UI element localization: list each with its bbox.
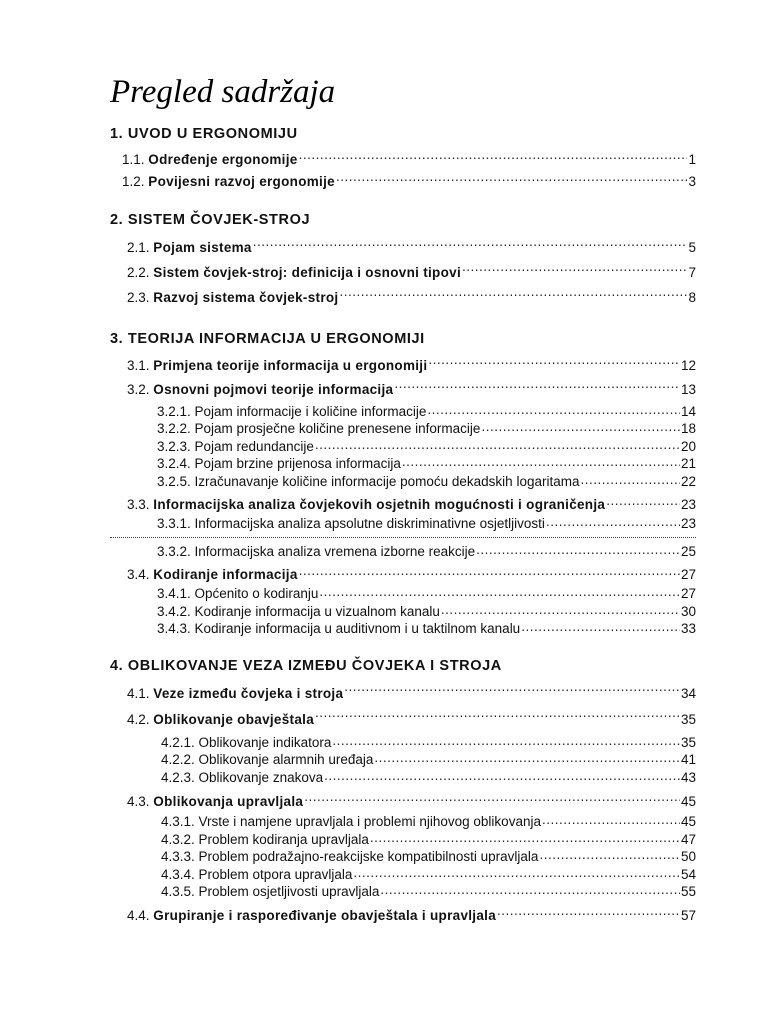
entry-number: 2.2. xyxy=(127,265,150,280)
entry-title: Povijesni razvoj ergonomije xyxy=(148,174,335,189)
dot-leader xyxy=(606,495,680,509)
entry-title: Pojam sistema xyxy=(153,240,252,255)
page-number: 45 xyxy=(680,793,696,809)
subentry-title: 3.4.1. Općenito o kodiranju xyxy=(157,586,319,601)
toc-subentry[interactable] xyxy=(110,455,696,473)
page-number: 14 xyxy=(680,403,696,419)
page-number: 27 xyxy=(680,586,696,601)
page-number: 54 xyxy=(680,866,696,882)
page-number: 30 xyxy=(680,603,696,619)
subentry-title: 4.3.5. Problem osjetljivosti upravljala xyxy=(161,884,380,899)
toc-subentry[interactable] xyxy=(110,585,696,603)
toc-subentry[interactable] xyxy=(110,472,696,490)
entry-number: 3.4. xyxy=(127,566,150,582)
entry-title: Osnovni pojmovi teorije informacija xyxy=(153,382,394,397)
dot-leader xyxy=(319,585,680,599)
dot-leader xyxy=(427,402,680,416)
entry-number: 1.2. xyxy=(122,174,145,189)
page-number: 8 xyxy=(688,290,696,305)
dot-leader xyxy=(374,751,680,765)
entry-number: 4.2. xyxy=(127,712,150,727)
page-number: 43 xyxy=(680,769,696,785)
dot-leader xyxy=(353,865,680,879)
subentry-title: 3.2.5. Izračunavanje količine informacije pomoću dekadskih logaritama xyxy=(157,473,580,489)
dot-leader xyxy=(315,711,680,725)
dot-leader xyxy=(481,420,680,434)
subentry-title: 4.3.3. Problem podražajno-reakcijske kompatibilnosti upravljala xyxy=(161,849,539,864)
subentry-title: 3.4.2. Kodiranje informacija u vizualnom kanalu xyxy=(157,603,440,619)
page-number: 21 xyxy=(680,456,696,471)
toc-entry[interactable] xyxy=(110,565,696,585)
page-number: 3 xyxy=(688,174,696,189)
page-title: Pregled sadržaja xyxy=(110,74,336,110)
subentry-title: 4.3.1. Vrste i namjene upravljala i problemi njihovog oblikovanja xyxy=(161,814,541,829)
chapter-heading: 3. TEORIJA INFORMACIJA U ERGONOMIJI xyxy=(110,331,425,347)
page-break-divider xyxy=(110,537,696,538)
subentry-title: 4.3.2. Problem kodiranja upravljala xyxy=(161,831,369,847)
page-number: 35 xyxy=(680,734,696,750)
entry-title: Sistem čovjek-stroj: definicija i osnovni tipovi xyxy=(153,265,462,280)
dot-leader xyxy=(336,173,688,187)
dot-leader xyxy=(497,907,680,921)
toc-subentry[interactable] xyxy=(110,883,696,901)
entry-number: 3.2. xyxy=(127,382,150,397)
toc-subentry[interactable] xyxy=(110,865,696,883)
toc-subentry[interactable] xyxy=(110,830,696,848)
toc-subentry[interactable] xyxy=(110,602,696,620)
dot-leader xyxy=(299,565,680,579)
page-number: 20 xyxy=(680,438,696,454)
toc-entry[interactable] xyxy=(110,354,696,378)
entry-title: Grupiranje i raspoređivanje obavještala i upravljala xyxy=(153,908,497,923)
subentry-title: 4.2.3. Oblikovanje znakova xyxy=(161,769,324,785)
chapter-1-entries xyxy=(110,149,696,193)
dot-leader xyxy=(441,602,680,616)
page-number: 25 xyxy=(680,543,696,559)
entry-number: 3.3. xyxy=(127,496,150,512)
page-number: 18 xyxy=(680,421,696,436)
entry-number: 1.1. xyxy=(122,152,145,167)
page-number: 7 xyxy=(688,265,696,280)
entry-number: 2.1. xyxy=(127,240,150,255)
page-number: 34 xyxy=(680,686,696,701)
chapter-heading: 1. UVOD U ERGONOMIJU xyxy=(110,126,298,142)
entry-title: Kodiranje informacija xyxy=(153,566,298,582)
page-number: 47 xyxy=(680,831,696,847)
page-number: 50 xyxy=(680,849,696,864)
toc-body xyxy=(110,124,696,927)
chapter-3-entries xyxy=(110,354,696,637)
page-number: 41 xyxy=(680,752,696,767)
page-number: 1 xyxy=(688,152,696,167)
subentry-title: 4.2.2. Oblikovanje alarmnih uređaja xyxy=(161,752,374,767)
dot-leader xyxy=(253,239,688,253)
entry-title: Oblikovanje obavještala xyxy=(153,712,315,727)
subentry-title: 3.2.4. Pojam brzine prijenosa informacija xyxy=(157,456,401,471)
subentry-title: 3.4.3. Kodiranje informacija u auditivnom i u taktilnom kanalu xyxy=(157,621,521,636)
dot-leader xyxy=(332,733,680,747)
subentry-title: 3.2.1. Pojam informacije i količine informacije xyxy=(157,403,427,419)
table-of-contents xyxy=(110,72,696,927)
toc-subentry[interactable] xyxy=(110,620,696,638)
subentry-title: 4.2.1. Oblikovanje indikatora xyxy=(161,734,332,750)
page-number: 33 xyxy=(680,621,696,636)
entry-number: 2.3. xyxy=(127,290,150,305)
toc-subentry[interactable] xyxy=(110,542,696,560)
dot-leader xyxy=(299,151,688,165)
page-number: 57 xyxy=(680,908,696,923)
subentry-title: 3.3.1. Informacijska analiza apsolutne diskriminativne osjetljivosti xyxy=(157,516,545,531)
dot-leader xyxy=(402,455,680,469)
subentry-title: 3.2.3. Pojam redundancije xyxy=(157,438,314,454)
dot-leader xyxy=(546,515,680,529)
entry-title: Veze između čovjeka i stroja xyxy=(153,686,344,701)
page-number: 12 xyxy=(680,358,696,373)
page-number: 23 xyxy=(680,496,696,512)
dot-leader xyxy=(521,620,680,634)
toc-subentry[interactable] xyxy=(110,515,696,533)
toc-entry[interactable] xyxy=(122,149,696,171)
dot-leader xyxy=(370,830,680,844)
toc-entry[interactable] xyxy=(110,378,696,402)
entry-title: Oblikovanja upravljala xyxy=(153,793,304,809)
toc-entry[interactable] xyxy=(110,707,696,733)
entry-number: 3.1. xyxy=(127,358,150,373)
entry-number: 4.3. xyxy=(127,793,150,809)
chapter-2-entries xyxy=(110,235,696,310)
dot-leader xyxy=(476,542,680,556)
entry-title: Primjena teorije informacija u ergonomiji xyxy=(153,358,428,373)
chapter-heading: 4. OBLIKOVANJE VEZA IZMEĐU ČOVJEKA I STROJA xyxy=(110,658,502,674)
entry-title: Informacijska analiza čovjekovih osjetnih mogućnosti i ograničenja xyxy=(153,496,606,512)
dot-leader xyxy=(580,472,679,486)
page-number: 13 xyxy=(680,382,696,397)
page-number: 5 xyxy=(688,240,696,255)
toc-subentry[interactable] xyxy=(110,768,696,786)
toc-subentry[interactable] xyxy=(110,848,696,866)
toc-entry[interactable] xyxy=(122,171,696,193)
page-number: 35 xyxy=(680,712,696,727)
toc-entry[interactable] xyxy=(127,235,696,260)
toc-entry[interactable] xyxy=(110,681,696,707)
page-number: 22 xyxy=(680,473,696,489)
dot-leader xyxy=(324,768,680,782)
toc-subentry[interactable] xyxy=(110,813,696,831)
page-number: 23 xyxy=(680,516,696,531)
page-number: 27 xyxy=(680,566,696,582)
dot-leader xyxy=(394,381,680,395)
entry-number: 4.1. xyxy=(127,686,150,701)
toc-subentry[interactable] xyxy=(110,437,696,455)
dot-leader xyxy=(428,357,680,371)
dot-leader xyxy=(304,792,680,806)
chapter-heading: 2. SISTEM ČOVJEK-STROJ xyxy=(110,212,311,228)
dot-leader xyxy=(339,289,687,303)
subentry-title: 4.3.4. Problem otpora upravljala xyxy=(161,866,353,882)
page-number: 55 xyxy=(680,884,696,899)
entry-number: 4.4. xyxy=(127,908,150,923)
page-number: 45 xyxy=(680,814,696,829)
toc-subentry[interactable] xyxy=(110,420,696,438)
toc-entry[interactable] xyxy=(127,285,696,310)
dot-leader xyxy=(380,883,680,897)
toc-subentry[interactable] xyxy=(110,733,696,751)
entry-title: Određenje ergonomije xyxy=(148,152,298,167)
dot-leader xyxy=(542,813,680,827)
dot-leader xyxy=(315,437,680,451)
toc-subentry[interactable] xyxy=(110,402,696,420)
entry-title: Razvoj sistema čovjek-stroj xyxy=(153,290,339,305)
toc-entry[interactable] xyxy=(110,905,696,927)
toc-subentry[interactable] xyxy=(110,751,696,769)
toc-entry[interactable] xyxy=(110,791,696,813)
dot-leader xyxy=(462,264,687,278)
toc-entry[interactable] xyxy=(127,260,696,285)
dot-leader xyxy=(539,848,680,862)
toc-entry[interactable] xyxy=(110,495,696,515)
chapter-4-entries xyxy=(110,681,696,927)
subentry-title: 3.3.2. Informacijska analiza vremena izborne reakcije xyxy=(157,543,476,559)
dot-leader xyxy=(344,685,680,699)
subentry-title: 3.2.2. Pojam prosječne količine prenesene informacije xyxy=(157,421,481,436)
